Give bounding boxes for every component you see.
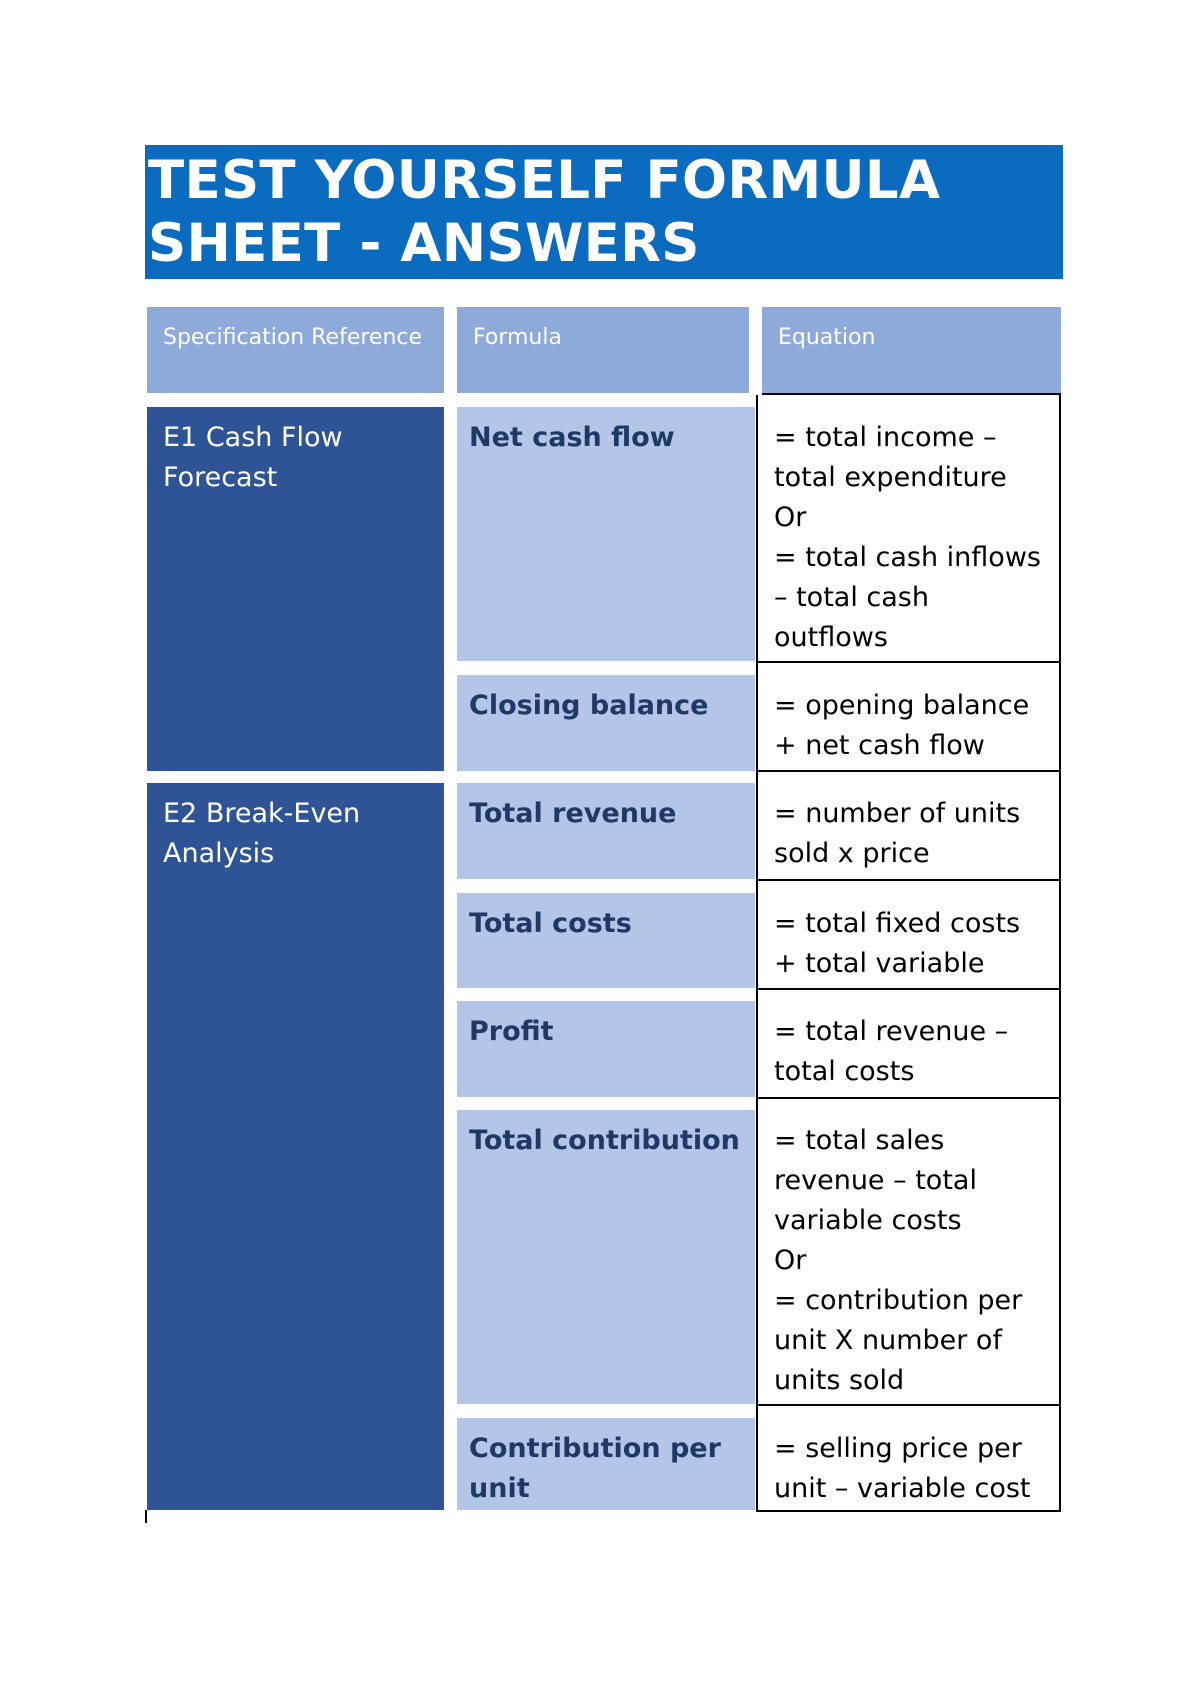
formula-contribution-per-unit: Contribution per unit — [457, 1418, 755, 1510]
formula-total-contribution: Total contribution — [457, 1110, 755, 1404]
equation-total-costs: = total fixed costs + total variable — [756, 881, 1061, 990]
header-specification-reference: Specification Reference — [147, 307, 444, 393]
reference-e2-break-even-analysis: E2 Break-Even Analysis — [147, 783, 444, 1510]
equation-net-cash-flow: = total income – total expenditure Or = total cash inflows – total cash outflows — [756, 395, 1061, 663]
page-title: TEST YOURSELF FORMULA SHEET - ANSWERS — [148, 150, 941, 274]
formula-total-revenue: Total revenue — [457, 783, 755, 879]
formula-net-cash-flow: Net cash flow — [457, 407, 755, 661]
header-equation: Equation — [762, 307, 1061, 393]
formula-total-costs: Total costs — [457, 893, 755, 988]
equation-profit: = total revenue – total costs — [756, 990, 1061, 1099]
equation-total-revenue: = number of units sold x price — [756, 772, 1061, 881]
equation-closing-balance: = opening balance + net cash flow — [756, 663, 1061, 772]
table-left-rule — [145, 1510, 147, 1523]
equation-total-contribution: = total sales revenue – total variable costs Or = contribution per unit X number of units sold — [756, 1099, 1061, 1406]
equation-contribution-per-unit: = selling price per unit – variable cost — [756, 1406, 1061, 1512]
formula-closing-balance: Closing balance — [457, 675, 755, 771]
reference-e1-cash-flow-forecast: E1 Cash Flow Forecast — [147, 407, 444, 771]
title-banner — [145, 145, 1063, 279]
formula-profit: Profit — [457, 1001, 755, 1097]
header-formula: Formula — [457, 307, 749, 393]
